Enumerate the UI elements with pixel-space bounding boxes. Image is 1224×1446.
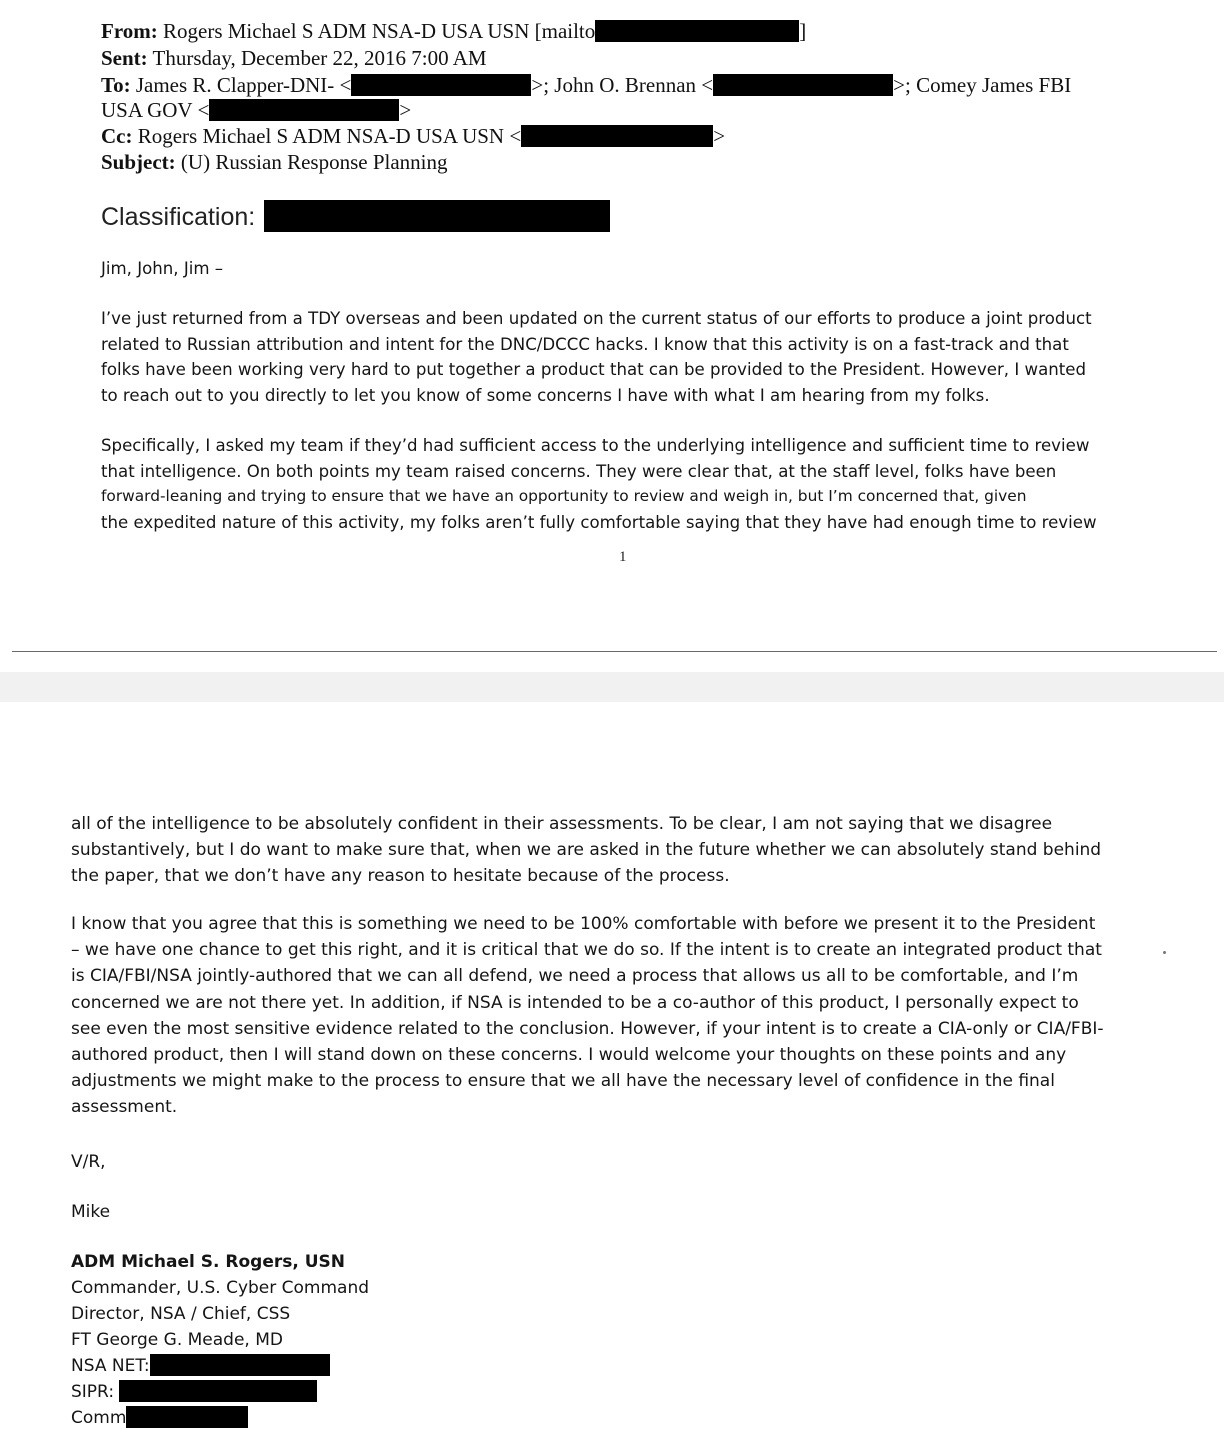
paragraph-line: adjustments we might make to the process to ensure that we all have the necessary level of confidence in the final [71, 1071, 1055, 1092]
from-close: ] [799, 19, 807, 43]
classification-label: Classification: [101, 203, 256, 231]
redaction-box [713, 74, 893, 96]
classification-line [101, 200, 610, 232]
to-recipient-2: >; John O. Brennan < [531, 73, 714, 97]
page-number: 1 [619, 549, 627, 565]
signature-name: ADM Michael S. Rogers, USN [71, 1252, 346, 1272]
header-cc-line [101, 124, 725, 149]
paragraph-line: substantively, but I do want to make sure that, when we are asked in the future whether we can absolutely stand behind [71, 840, 1102, 861]
cc-value: Rogers Michael S ADM NSA-D USA USN < [137, 124, 522, 148]
paragraph-2 [101, 433, 1097, 535]
from-value: Rogers Michael S ADM NSA-D USA USN [mailto [163, 19, 596, 43]
to-recipient-3-cont: USA GOV < [101, 98, 210, 122]
paragraph-line: related to Russian attribution and intent for the DNC/DCCC hacks. I know that this activity is on a fast-track and that [101, 334, 1069, 354]
paragraph-line: forward-leaning and trying to ensure that we have an opportunity to review and weigh in, but I’m concerned that, given [101, 487, 1027, 505]
subject-value: (U) Russian Response Planning [180, 150, 448, 174]
scan-speck [1163, 951, 1166, 954]
closing-text: V/R, [71, 1152, 106, 1172]
salutation [101, 256, 223, 282]
signature-block [71, 1249, 369, 1431]
salutation-text: Jim, John, Jim – [101, 259, 224, 278]
paragraph-line: see even the most sensitive evidence related to the conclusion. However, if your intent is to create a CIA-only or CIA/FBI- [71, 1018, 1104, 1039]
paragraph-4 [71, 911, 1104, 1121]
cc-label: Cc: [101, 124, 133, 148]
to-close: > [399, 98, 412, 122]
paragraph-3 [71, 811, 1101, 890]
signature-sipr-line [71, 1379, 369, 1405]
paragraph-line: to reach out to you directly to let you know of some concerns I have with what I am hearing from my folks. [101, 385, 990, 405]
to-recipient-3: >; Comey James FBI [893, 73, 1072, 97]
redaction-box [521, 125, 713, 147]
paragraph-line: all of the intelligence to be absolutely confident in their assessments. To be clear, I am not saying that we disagree [71, 814, 1053, 834]
paragraph-line: folks have been working very hard to put together a product that can be provided to the President. However, I wanted [101, 360, 1087, 379]
paragraph-line: concerned we are not there yet. In addition, if NSA is intended to be a co-author of this product, I personally expect to [71, 992, 1079, 1013]
signature-line: FT George G. Meade, MD [71, 1330, 283, 1350]
cc-close: > [713, 124, 726, 148]
paragraph-line: Specifically, I asked my team if they’d had sufficient access to the underlying intelligence and sufficient time to review [101, 436, 1090, 455]
page-gap [0, 672, 1224, 702]
paragraph-line: is CIA/FBI/NSA jointly-authored that we can all defend, we need a process that allows us all to be comfortable, and I’m [71, 966, 1079, 987]
subject-label: Subject: [101, 150, 176, 174]
header-from-line [101, 19, 806, 44]
signature-line: Director, NSA / Chief, CSS [71, 1304, 291, 1324]
redaction-box [351, 74, 531, 96]
paragraph-line: – we have one chance to get this right, and it is critical that we do so. If the intent is to create an integrated product that [71, 940, 1102, 961]
to-label: To: [101, 73, 131, 97]
redaction-box [264, 200, 610, 232]
nsanet-label: NSA NET: [71, 1356, 150, 1376]
header-to-line [101, 73, 1071, 98]
paragraph-line: I know that you agree that this is something we need to be 100% comfortable with before we present it to the President [71, 914, 1096, 934]
sent-value: Thursday, December 22, 2016 7:00 AM [152, 46, 487, 70]
redaction-box [209, 99, 399, 121]
sipr-label: SIPR: [71, 1382, 115, 1402]
header-subject-line [101, 150, 448, 175]
redaction-box [150, 1354, 330, 1376]
paragraph-line: the expedited nature of this activity, my folks aren’t fully comfortable saying that they have had enough time to review [101, 512, 1097, 532]
signature-line: Commander, U.S. Cyber Command [71, 1278, 370, 1298]
paragraph-1 [101, 306, 1092, 408]
paragraph-line: the paper, that we don’t have any reason to hesitate because of the process. [71, 866, 730, 887]
document-page-1 [0, 0, 1224, 650]
signature-comm-line [71, 1405, 369, 1431]
sent-label: Sent: [101, 46, 148, 70]
sign-off-text: Mike [71, 1202, 111, 1222]
closing [71, 1149, 106, 1175]
redaction-box [119, 1380, 317, 1402]
redaction-box [126, 1406, 248, 1428]
comm-label: Comm [71, 1408, 127, 1428]
signature-nsanet-line [71, 1353, 369, 1379]
sign-off-name [71, 1199, 110, 1225]
paragraph-line: authored product, then I will stand down on these concerns. I would welcome your thoughts on these points and any [71, 1044, 1067, 1065]
header-to-continued [101, 98, 411, 123]
from-label: From: [101, 19, 158, 43]
redaction-box [595, 20, 799, 42]
paragraph-line: that intelligence. On both points my team raised concerns. They were clear that, at the staff level, folks have been [101, 461, 1057, 481]
paragraph-line: assessment. [71, 1097, 178, 1118]
to-recipient-1: James R. Clapper-DNI- < [135, 73, 352, 97]
page-divider [12, 651, 1217, 652]
header-sent-line [101, 46, 487, 71]
paragraph-line: I’ve just returned from a TDY overseas and been updated on the current status of our efforts to produce a joint product [101, 309, 1092, 328]
